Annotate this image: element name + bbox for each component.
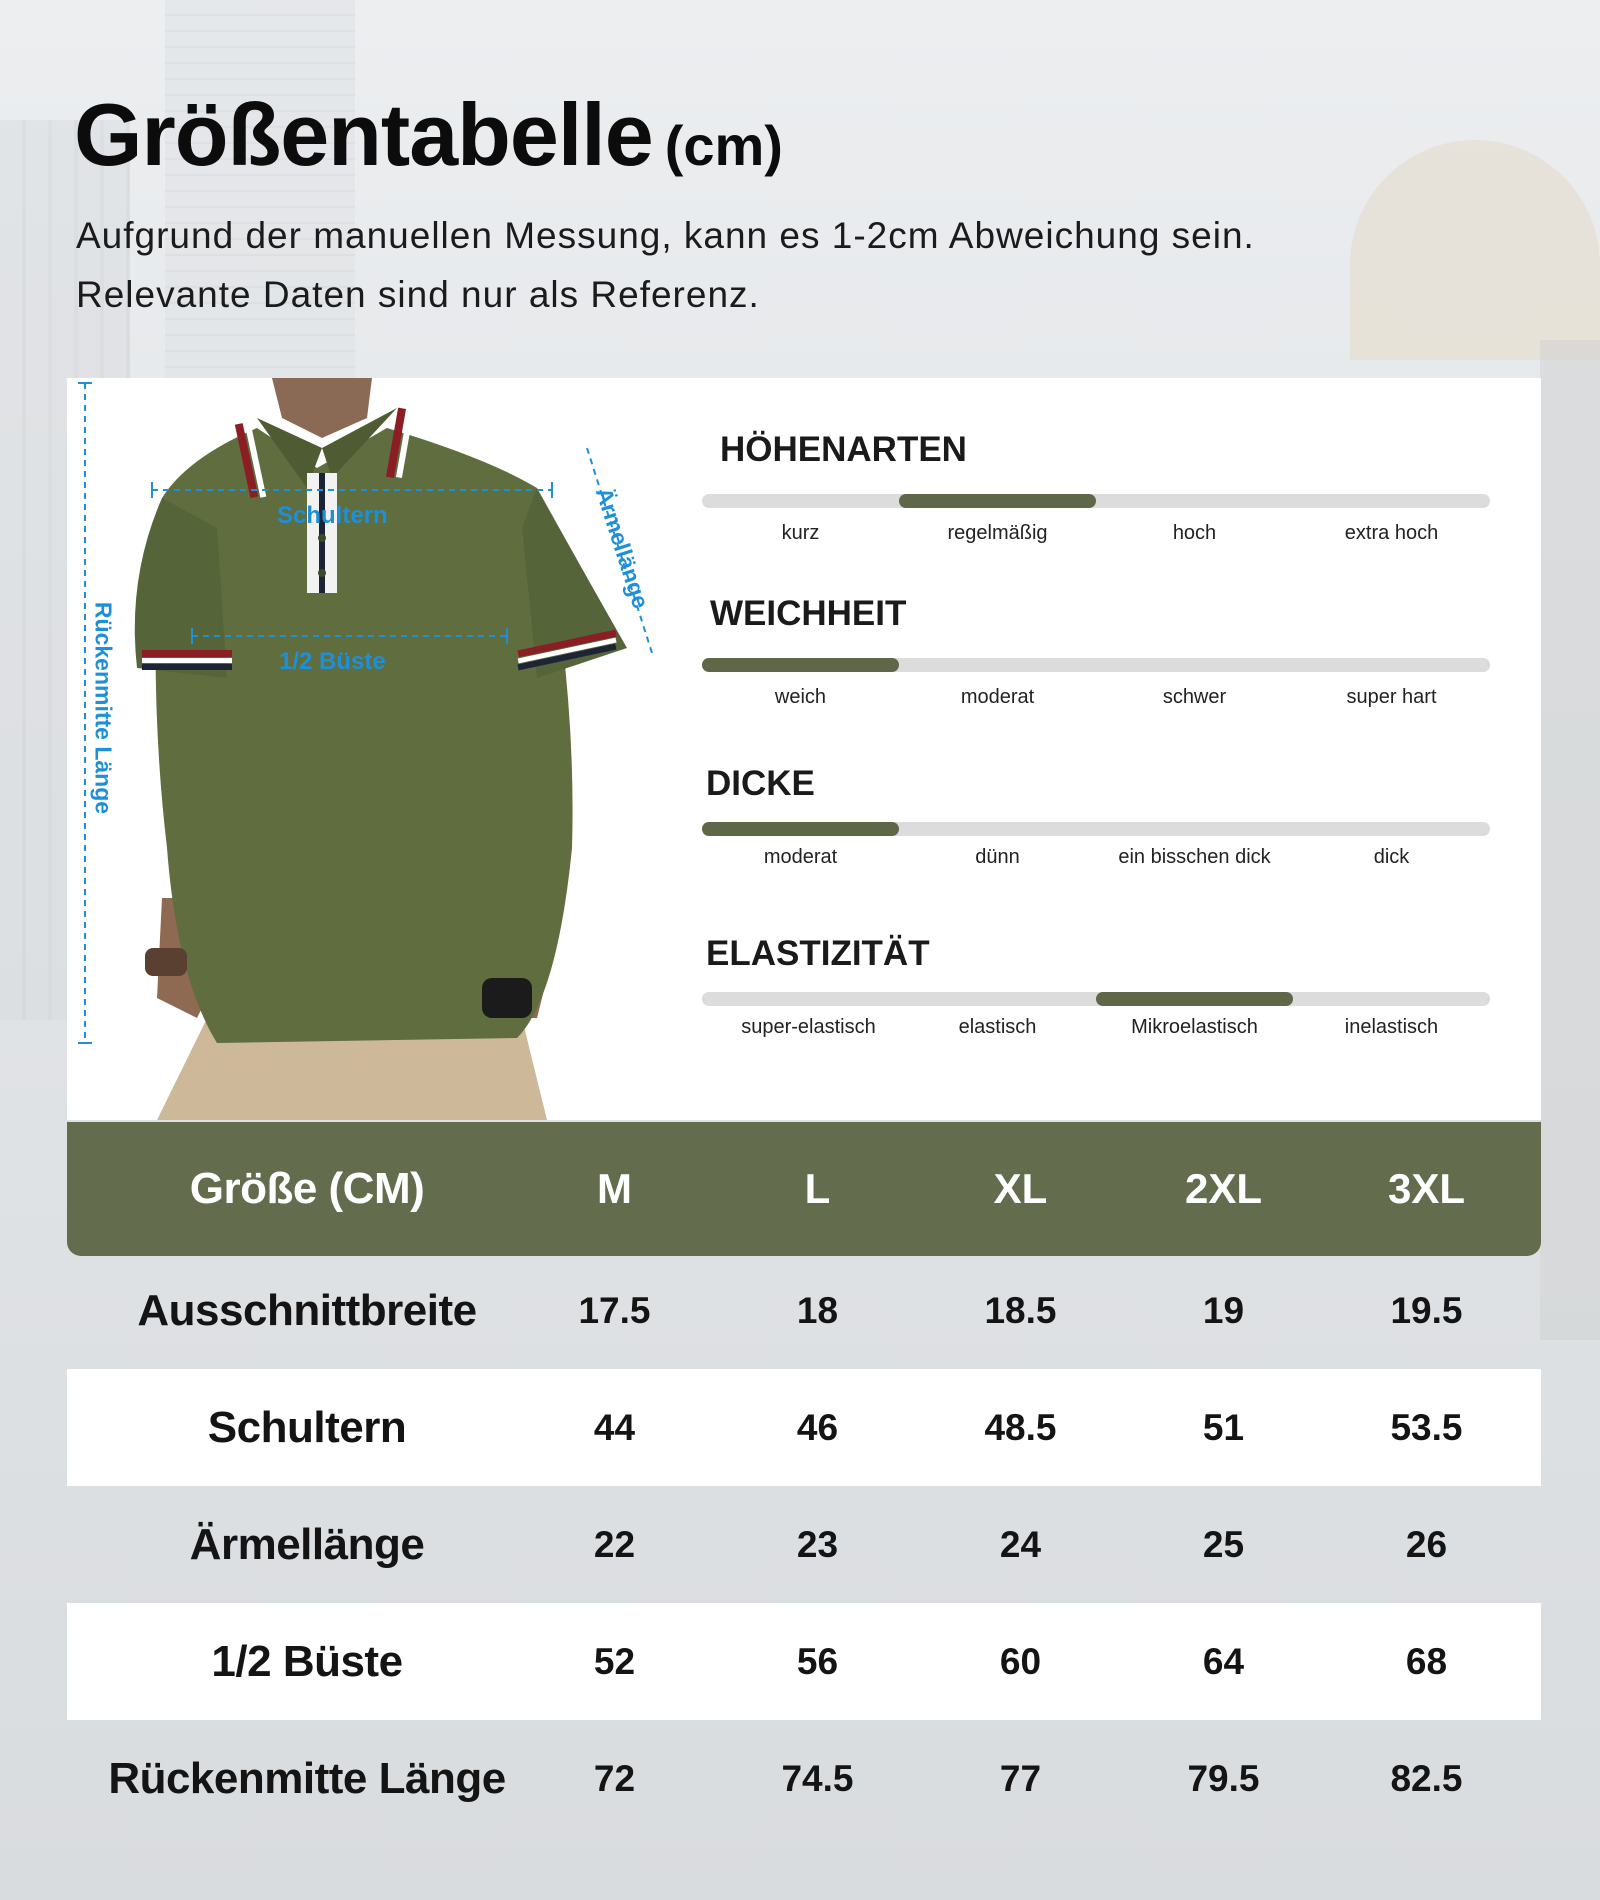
rating-option: dick: [1373, 846, 1410, 868]
shirt-diagram: [67, 378, 677, 1120]
table-cell: 51: [1202, 1406, 1245, 1448]
rating-option: ein bisschen dick: [1118, 846, 1271, 868]
row-label: Ausschnittbreite: [137, 1285, 477, 1335]
shirt-illustration: [67, 378, 677, 1120]
table-cell: 19: [1202, 1289, 1245, 1331]
rating-option: extra hoch: [1344, 522, 1439, 544]
header-size: Größe (CM): [189, 1164, 425, 1213]
table-cell: 17.5: [578, 1289, 651, 1331]
table-cell: 72: [593, 1757, 636, 1799]
table-row: [67, 1252, 1541, 1369]
rating-track: [702, 822, 1490, 836]
table-cell: 19.5: [1390, 1289, 1463, 1331]
table-row: [67, 1486, 1541, 1603]
background-dome: [1350, 140, 1600, 360]
table-row: [67, 1720, 1541, 1837]
rating-option: weich: [774, 686, 827, 708]
table-cell: 18: [796, 1289, 839, 1331]
label-sleeve: Ärmellänge: [590, 484, 655, 612]
rating-title: WEICHHEIT: [710, 594, 907, 633]
page-subtitle: [76, 206, 1255, 324]
table-cell: 52: [593, 1640, 636, 1682]
rating-fill: [1096, 992, 1293, 1006]
row-label: Ärmellänge: [189, 1519, 425, 1569]
rating-option: moderat: [763, 846, 838, 868]
table-row: [67, 1369, 1541, 1486]
rating-option: moderat: [960, 686, 1035, 708]
table-cell: 22: [593, 1523, 636, 1565]
rating-option: regelmäßig: [947, 522, 1048, 544]
table-cell: 18.5: [984, 1289, 1057, 1331]
title-main: Größentabelle: [74, 85, 653, 184]
table-cell: 56: [796, 1640, 839, 1682]
rating-option: Mikroelastisch: [1131, 1016, 1258, 1038]
table-row: [67, 1603, 1541, 1720]
row-label: 1/2 Büste: [211, 1636, 403, 1686]
rating-title: ELASTIZITÄT: [706, 934, 930, 973]
table-cell: 74.5: [781, 1757, 854, 1799]
row-label: Schultern: [207, 1402, 407, 1452]
rating-track: [702, 658, 1490, 672]
rating-fill: [702, 822, 899, 836]
rating-option: dünn: [975, 846, 1020, 868]
rating-option: kurz: [781, 522, 820, 544]
table-cell: 24: [999, 1523, 1042, 1565]
background-column: [1540, 340, 1600, 1340]
rating-option: elastisch: [958, 1016, 1037, 1038]
rating-option: super-elastisch: [741, 1016, 876, 1038]
rating-title: DICKE: [706, 764, 815, 803]
table-cell: 46: [796, 1406, 839, 1448]
rating-track: [702, 992, 1490, 1006]
header-l: L: [804, 1165, 831, 1212]
rating-option: schwer: [1162, 686, 1227, 708]
title-unit: (cm): [664, 114, 783, 177]
table-cell: 44: [593, 1406, 636, 1448]
table-cell: 53.5: [1390, 1406, 1463, 1448]
subtitle-line-1: Aufgrund der manuellen Messung, kann es 1-2cm Abweichung sein.: [76, 215, 1255, 256]
label-shoulders: Schultern: [277, 502, 388, 529]
header-3xl: 3XL: [1387, 1165, 1466, 1212]
header-2xl: 2XL: [1184, 1165, 1263, 1212]
rating-title: HÖHENARTEN: [720, 430, 967, 469]
rating-fill: [899, 494, 1096, 508]
table-cell: 77: [999, 1757, 1042, 1799]
subtitle-line-2: Relevante Daten sind nur als Referenz.: [76, 274, 760, 315]
rating-option: hoch: [1172, 522, 1217, 544]
rating-option: super hart: [1346, 686, 1437, 708]
label-half-bust: 1/2 Büste: [279, 648, 386, 675]
page-title: [74, 84, 783, 186]
rating-option: inelastisch: [1344, 1016, 1439, 1038]
table-cell: 48.5: [984, 1406, 1057, 1448]
table-cell: 60: [999, 1640, 1042, 1682]
table-cell: 82.5: [1390, 1757, 1463, 1799]
row-label: Rückenmitte Länge: [108, 1753, 506, 1803]
table-cell: 26: [1405, 1523, 1448, 1565]
header-m: M: [597, 1165, 632, 1212]
label-back-length: Rückenmitte Länge: [90, 601, 117, 815]
size-table-header: [67, 1122, 1541, 1256]
header-xl: XL: [993, 1165, 1048, 1212]
table-cell: 23: [796, 1523, 839, 1565]
rating-track: [702, 494, 1490, 508]
rating-fill: [702, 658, 899, 672]
table-cell: 68: [1405, 1640, 1448, 1682]
table-cell: 79.5: [1187, 1757, 1260, 1799]
table-cell: 25: [1202, 1523, 1245, 1565]
table-cell: 64: [1202, 1640, 1245, 1682]
